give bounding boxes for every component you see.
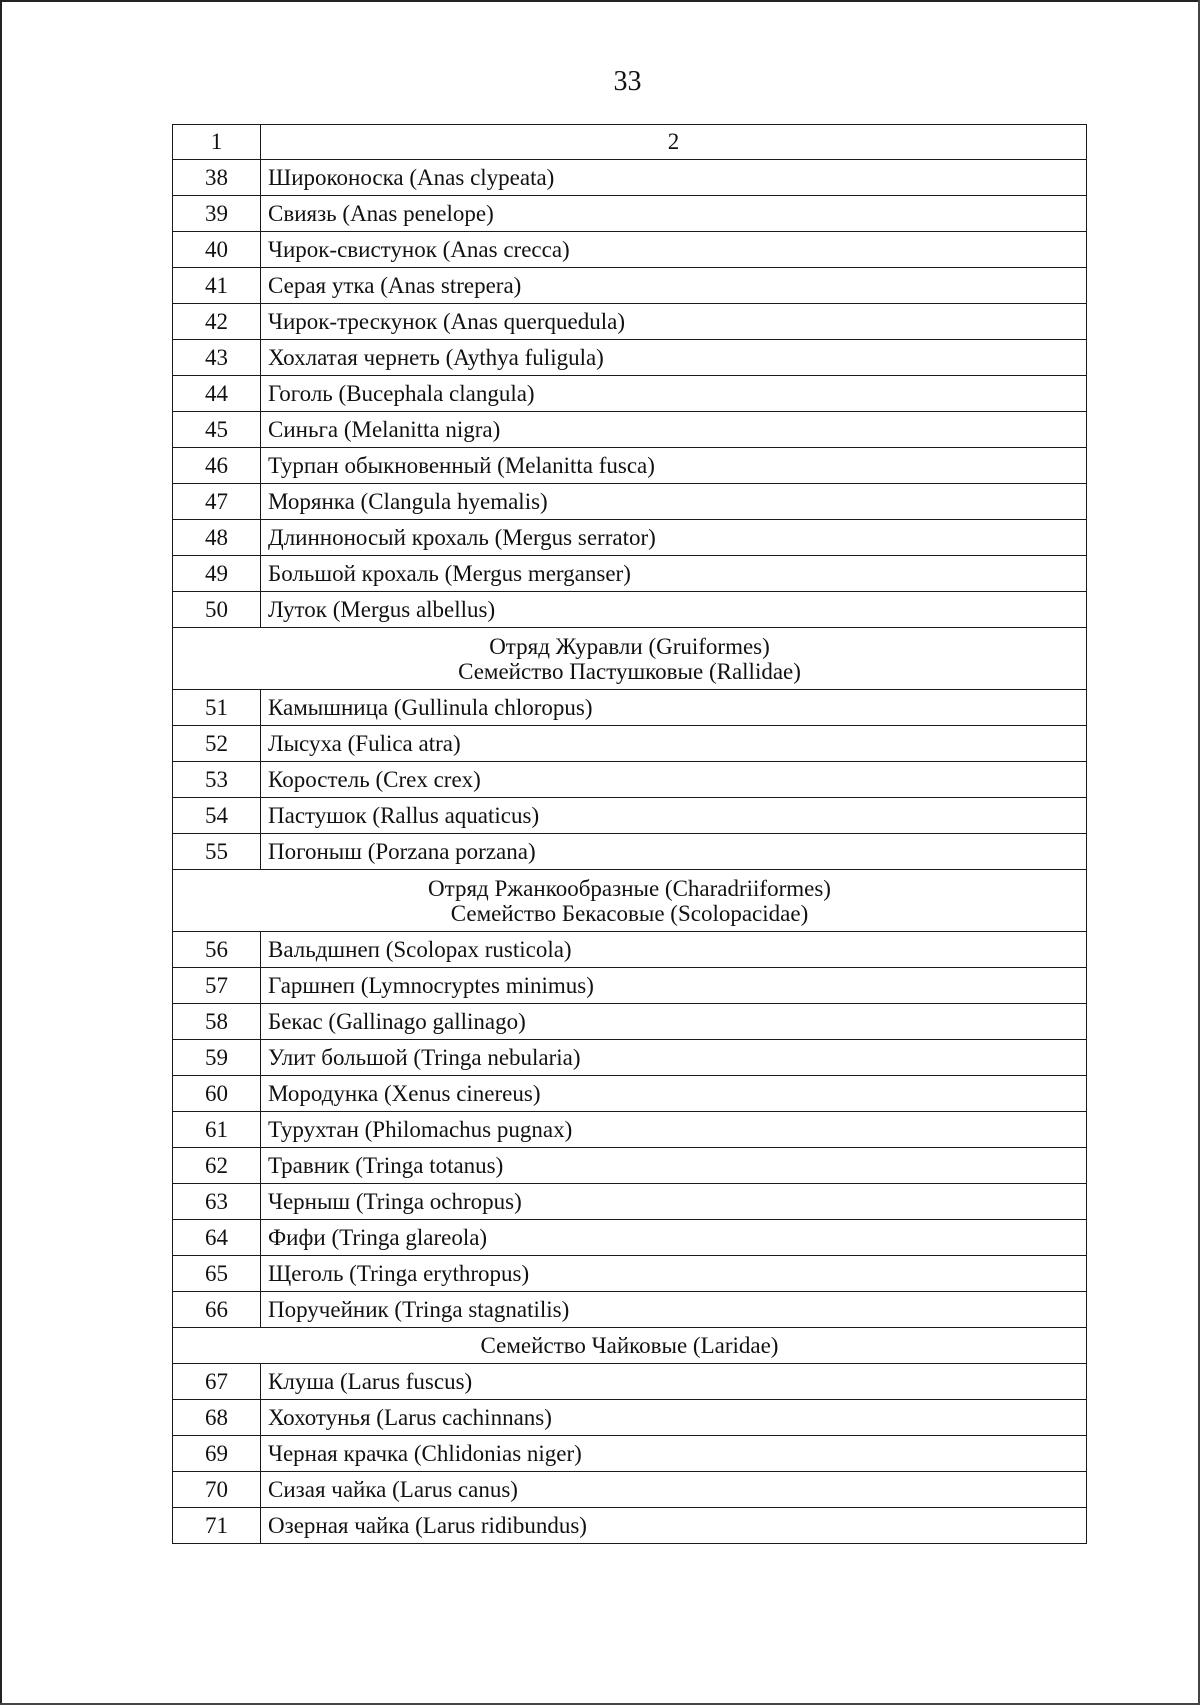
species-row xyxy=(173,340,1087,376)
species-row xyxy=(173,412,1087,448)
page-number: 33 xyxy=(613,66,642,97)
species-row xyxy=(173,232,1087,268)
species-number: 60 xyxy=(173,1076,261,1112)
species-number: 41 xyxy=(173,268,261,304)
species-number: 68 xyxy=(173,1400,261,1436)
species-number: 56 xyxy=(173,932,261,968)
species-name: Камышница (Gullinula chloropus) xyxy=(261,690,1087,726)
species-number: 53 xyxy=(173,762,261,798)
species-name: Гаршнеп (Lymnocryptes minimus) xyxy=(261,968,1087,1004)
species-name: Турпан обыкновенный (Melanitta fusca) xyxy=(261,448,1087,484)
species-row xyxy=(173,196,1087,232)
species-row xyxy=(173,1292,1087,1328)
species-row xyxy=(173,1364,1087,1400)
species-number: 40 xyxy=(173,232,261,268)
column-header-number: 1 xyxy=(173,125,261,160)
species-number: 59 xyxy=(173,1040,261,1076)
species-row xyxy=(173,376,1087,412)
species-row xyxy=(173,484,1087,520)
species-number: 39 xyxy=(173,196,261,232)
species-name: Озерная чайка (Larus ridibundus) xyxy=(261,1508,1087,1544)
species-name: Вальдшнеп (Scolopax rusticola) xyxy=(261,932,1087,968)
family-heading: Семейство Бекасовые (Scolopacidae) xyxy=(450,900,809,926)
species-number: 50 xyxy=(173,592,261,628)
species-table xyxy=(172,124,1087,1544)
species-number: 63 xyxy=(173,1184,261,1220)
family-heading: Семейство Чайковые (Laridae) xyxy=(480,1332,779,1358)
species-name: Лысуха (Fulica atra) xyxy=(261,726,1087,762)
species-row xyxy=(173,1256,1087,1292)
species-number: 42 xyxy=(173,304,261,340)
species-row xyxy=(173,1436,1087,1472)
species-row xyxy=(173,690,1087,726)
species-number: 58 xyxy=(173,1004,261,1040)
species-row xyxy=(173,834,1087,870)
species-name: Погоныш (Porzana porzana) xyxy=(261,834,1087,870)
species-row xyxy=(173,726,1087,762)
species-number: 52 xyxy=(173,726,261,762)
order-heading: Отряд Журавли (Gruiformes) xyxy=(489,633,770,659)
species-name: Черныш (Tringa ochropus) xyxy=(261,1184,1087,1220)
species-name: Большой крохаль (Mergus merganser) xyxy=(261,556,1087,592)
taxonomy-group-row xyxy=(173,1328,1087,1364)
species-name: Чирок-свистунок (Anas crecca) xyxy=(261,232,1087,268)
species-row xyxy=(173,160,1087,196)
taxonomy-group-heading xyxy=(173,1328,1087,1364)
species-number: 71 xyxy=(173,1508,261,1544)
species-row xyxy=(173,1112,1087,1148)
species-row xyxy=(173,762,1087,798)
species-number: 61 xyxy=(173,1112,261,1148)
page-border-left xyxy=(0,0,2,1705)
species-row xyxy=(173,1400,1087,1436)
species-number: 55 xyxy=(173,834,261,870)
column-header-name: 2 xyxy=(261,125,1087,160)
species-name: Чирок-трескунок (Anas querquedula) xyxy=(261,304,1087,340)
species-number: 62 xyxy=(173,1148,261,1184)
species-number: 51 xyxy=(173,690,261,726)
species-name: Улит большой (Tringa nebularia) xyxy=(261,1040,1087,1076)
order-heading: Отряд Ржанкообразные (Charadriiformes) xyxy=(428,875,831,901)
species-number: 49 xyxy=(173,556,261,592)
species-number: 46 xyxy=(173,448,261,484)
species-name: Фифи (Tringa glareola) xyxy=(261,1220,1087,1256)
species-name: Мородунка (Xenus cinereus) xyxy=(261,1076,1087,1112)
species-name: Синьга (Melanitta nigra) xyxy=(261,412,1087,448)
species-number: 45 xyxy=(173,412,261,448)
species-name: Луток (Mergus albellus) xyxy=(261,592,1087,628)
species-name: Черная крачка (Chlidonias niger) xyxy=(261,1436,1087,1472)
taxonomy-group-row xyxy=(173,870,1087,932)
species-name: Свиязь (Anas penelope) xyxy=(261,196,1087,232)
species-number: 67 xyxy=(173,1364,261,1400)
species-name: Коростель (Crex crex) xyxy=(261,762,1087,798)
species-row xyxy=(173,592,1087,628)
species-row xyxy=(173,1508,1087,1544)
species-name: Морянка (Clangula hyemalis) xyxy=(261,484,1087,520)
species-number: 65 xyxy=(173,1256,261,1292)
species-name: Длинноносый крохаль (Mergus serrator) xyxy=(261,520,1087,556)
species-number: 43 xyxy=(173,340,261,376)
species-name: Бекас (Gallinago gallinago) xyxy=(261,1004,1087,1040)
species-row xyxy=(173,448,1087,484)
species-number: 66 xyxy=(173,1292,261,1328)
species-name: Щеголь (Tringa erythropus) xyxy=(261,1256,1087,1292)
species-name: Хохлатая чернеть (Aythya fuligula) xyxy=(261,340,1087,376)
species-number: 48 xyxy=(173,520,261,556)
species-row xyxy=(173,520,1087,556)
species-number: 38 xyxy=(173,160,261,196)
family-heading: Семейство Пастушковые (Rallidae) xyxy=(458,658,801,684)
species-row xyxy=(173,968,1087,1004)
species-row xyxy=(173,1220,1087,1256)
species-row xyxy=(173,1148,1087,1184)
species-number: 54 xyxy=(173,798,261,834)
species-number: 44 xyxy=(173,376,261,412)
species-row xyxy=(173,798,1087,834)
species-name: Хохотунья (Larus cachinnans) xyxy=(261,1400,1087,1436)
species-row xyxy=(173,1076,1087,1112)
species-row xyxy=(173,1004,1087,1040)
species-name: Сизая чайка (Larus canus) xyxy=(261,1472,1087,1508)
species-row xyxy=(173,304,1087,340)
species-row xyxy=(173,556,1087,592)
table-body xyxy=(173,125,1087,1544)
species-name: Серая утка (Anas strepera) xyxy=(261,268,1087,304)
species-row xyxy=(173,932,1087,968)
species-number: 69 xyxy=(173,1436,261,1472)
species-name: Пастушок (Rallus aquaticus) xyxy=(261,798,1087,834)
taxonomy-group-row xyxy=(173,628,1087,690)
species-row xyxy=(173,1040,1087,1076)
species-number: 64 xyxy=(173,1220,261,1256)
table-header-row xyxy=(173,125,1087,160)
page-border-top xyxy=(0,0,1200,2)
species-number: 47 xyxy=(173,484,261,520)
taxonomy-group-heading xyxy=(173,628,1087,690)
species-name: Гоголь (Bucephala clangula) xyxy=(261,376,1087,412)
species-number: 57 xyxy=(173,968,261,1004)
species-name: Поручейник (Tringa stagnatilis) xyxy=(261,1292,1087,1328)
species-name: Клуша (Larus fuscus) xyxy=(261,1364,1087,1400)
species-name: Турухтан (Philomachus pugnax) xyxy=(261,1112,1087,1148)
species-number: 70 xyxy=(173,1472,261,1508)
species-name: Травник (Tringa totanus) xyxy=(261,1148,1087,1184)
taxonomy-group-heading xyxy=(173,870,1087,932)
species-row xyxy=(173,268,1087,304)
species-row xyxy=(173,1472,1087,1508)
species-row xyxy=(173,1184,1087,1220)
species-name: Широконоска (Anas clypeata) xyxy=(261,160,1087,196)
